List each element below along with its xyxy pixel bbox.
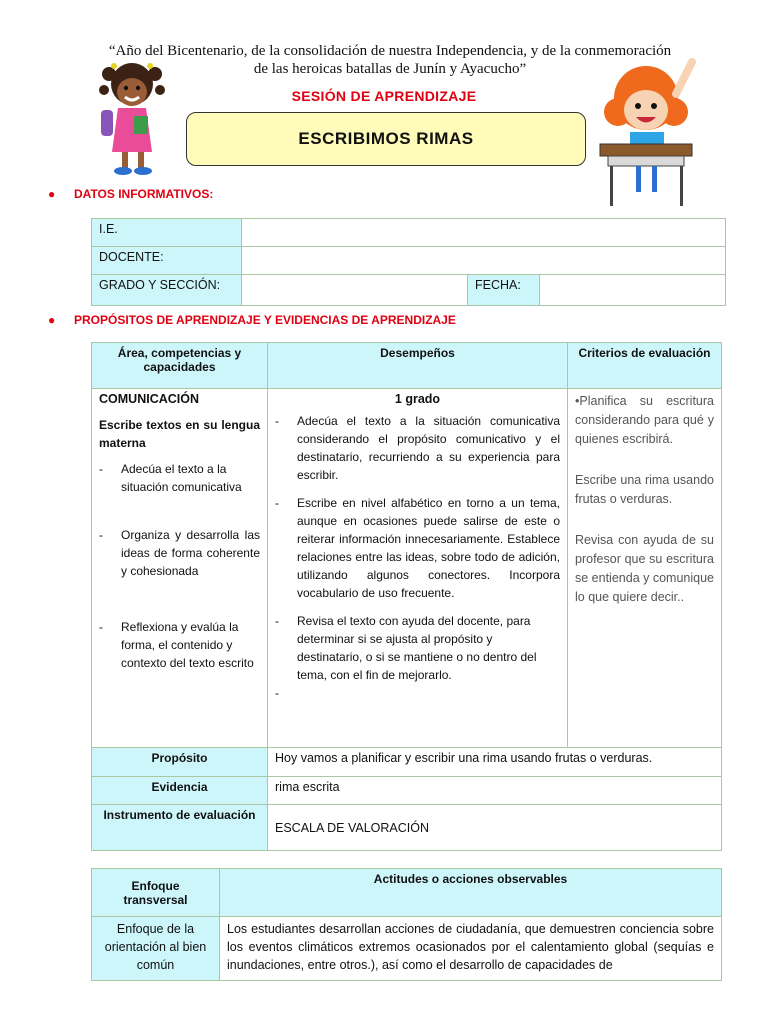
col-criterios-header: Criterios de evaluación: [568, 343, 722, 389]
fecha-label: FECHA:: [468, 275, 540, 306]
enfoque-row-label: Enfoque de la orientación al bien común: [92, 917, 220, 981]
instrumento-value: ESCALA DE VALORACIÓN: [268, 805, 722, 851]
enfoque-table: [91, 868, 722, 981]
fecha-value: [540, 275, 726, 306]
year-motto-line2: de las heroicas batallas de Junín y Ayacucho”: [253, 61, 527, 77]
grado-label: GRADO Y SECCIÓN:: [92, 275, 242, 306]
bullet-dot-icon: ●: [48, 187, 56, 201]
propositos-table: [91, 342, 722, 851]
desempeno-item: - Adecúa el texto a la situación comunicativa considerando el propósito comunicativo y el destinatario, recurriendo a su experiencia para escribir.: [275, 414, 560, 482]
enfoque-col-header: Enfoque transversal: [92, 869, 220, 917]
capacidad-item: - Reflexiona y evalúa la forma, el contenido y contexto del texto escrito: [99, 620, 254, 670]
proposito-label: Propósito: [92, 748, 268, 777]
grado-value: [242, 275, 468, 306]
col-desempenos-header: Desempeños: [268, 343, 568, 389]
proposito-value: Hoy vamos a planificar y escribir una rima usando frutas o verduras.: [268, 748, 722, 777]
criterio-item: •Planifica su escritura considerando para qué y quienes escribirá.: [575, 394, 714, 446]
docente-label: DOCENTE:: [92, 247, 242, 275]
evidencia-label: Evidencia: [92, 777, 268, 805]
grado-label-cell: 1 grado: [394, 392, 441, 406]
criterio-item: Revisa con ayuda de su profesor que su escritura se entienda y comunique lo que quiere decir..: [575, 533, 714, 604]
area-name: COMUNICACIÓN: [99, 392, 199, 406]
session-label: SESIÓN DE APRENDIZAJE: [291, 88, 477, 104]
ie-value: [242, 219, 726, 247]
competencia: Escribe textos en su lengua materna: [99, 418, 260, 450]
desempeno-item: - Escribe en nivel alfabético en torno a un tema, aunque en ocasiones puede salirse de este o reiterar información innecesariamente. Establece relaciones entre las ideas, sobre todo de adición, utilizando algunos conectores. Incorpora vocabulario de uso frecuente.: [275, 496, 560, 600]
propositos-heading-text: PROPÓSITOS DE APRENDIZAJE Y EVIDENCIAS DE APRENDIZAJE: [74, 313, 456, 327]
desempeno-item: - Revisa el texto con ayuda del docente, para determinar si se ajusta al propósito y destinatario, o si se mantiene o no dentro del tema, con el fin de mejorarlo.: [275, 614, 537, 682]
desempenos-cell: [268, 389, 568, 748]
criterio-item: Escribe una rima usando frutas o verduras.: [575, 473, 714, 506]
evidencia-value: rima escrita: [268, 777, 722, 805]
docente-value: [242, 247, 726, 275]
capacidad-item: - Organiza y desarrolla las ideas de forma coherente y cohesionada: [99, 528, 260, 578]
capacidad-item: - Adecúa el texto a la situación comunicativa: [99, 462, 242, 494]
ie-label: I.E.: [92, 219, 242, 247]
col-area-header: Área, competencias y capacidades: [92, 343, 268, 389]
instrumento-label: Instrumento de evaluación: [92, 805, 268, 851]
datos-heading-text: DATOS INFORMATIVOS:: [74, 187, 214, 201]
bullet-dot-icon: ●: [48, 313, 56, 327]
criterios-cell: [568, 389, 722, 748]
page-title: ESCRIBIMOS RIMAS: [186, 112, 586, 166]
actitudes-col-header: Actitudes o acciones observables: [220, 869, 722, 917]
year-motto-line1: “Año del Bicentenario, de la consolidación de nuestra Independencia, y de la conmemoración: [108, 43, 672, 59]
propositos-heading: [48, 313, 456, 327]
datos-table: [91, 218, 726, 306]
year-motto: [80, 42, 700, 78]
area-cell: [92, 389, 268, 748]
desempeno-item: -: [275, 686, 279, 700]
enfoque-row-text: Los estudiantes desarrollan acciones de ciudadanía, que demuestren conciencia sobre los eventos climáticos extremos ocasionados por el calentamiento global (sequías e inundaciones, entre otros.), así como el desarrollo de capacidades de: [220, 917, 722, 981]
datos-heading: [48, 187, 214, 201]
